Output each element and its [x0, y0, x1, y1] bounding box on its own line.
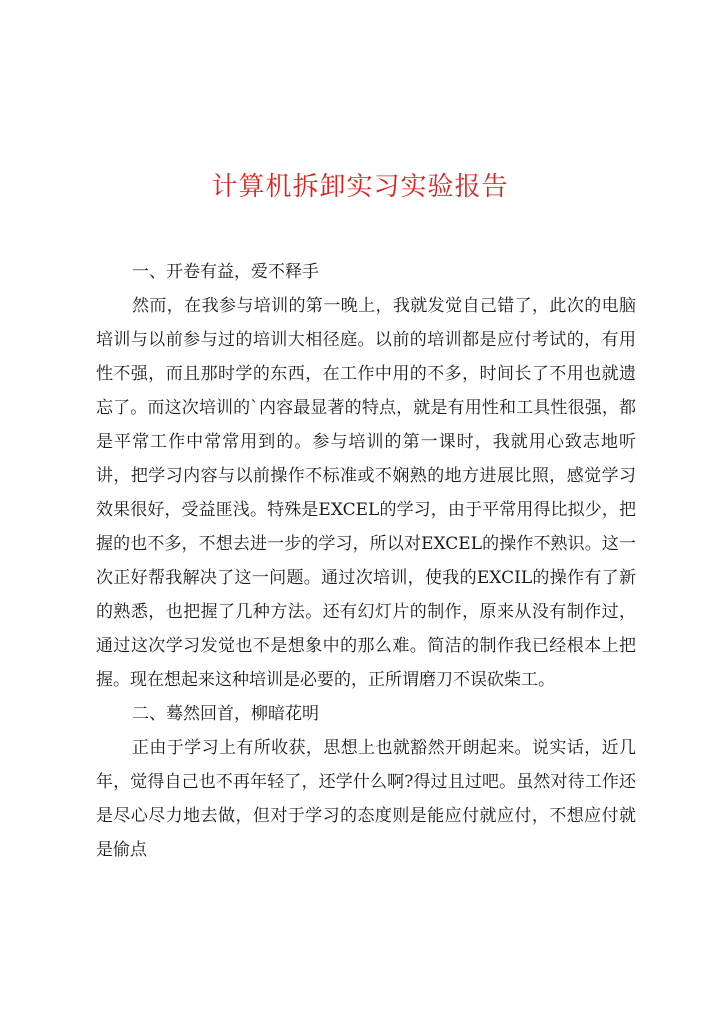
document-title: 计算机拆卸实习实验报告 [211, 172, 509, 203]
document-body [96, 255, 636, 867]
section-heading-2: 二、蓦然回首，柳暗花明 [132, 704, 319, 724]
section-paragraph-1: 然而，在我参与培训的第一晚上，我就发觉自己错了，此次的电脑培训与以前参与过的培训大相径庭。以前的培训都是应付考试的，有用性不强，而且那时学的东西，在工作中用的不多，时间长了不用也就遗忘了。而这次培训的`内容最显著的特点，就是有用性和工具性很强，都是平常工作中常常用到的。参与培训的第一课时，我就用心致志地听讲，把学习内容与以前操作不标准或不娴熟的地方进展比照，感觉学习效果很好，受益匪浅。特殊是EXCEL的学习，由于平常用得比拟少，把握的也不多，不想去进一步的学习，所以对EXCEL的操作不熟识。这一次正好帮我解决了这一问题。通过次培训，使我的EXCIL的操作有了新的熟悉，也把握了几种方法。还有幻灯片的制作，原来从没有制作过，通过这次学习发觉也不是想象中的那么难。简洁的制作我已经根本上把握。现在想起来这种培训是必要的，正所谓磨刀不误砍柴工。 [96, 296, 636, 690]
section-heading-1: 一、开卷有益，爱不释手 [132, 262, 319, 282]
section-paragraph-2: 正由于学习上有所收获，思想上也就豁然开朗起来。说实话，近几年，觉得自己也不再年轻了，还学什么啊?得过且过吧。虽然对待工作还是尽心尽力地去做，但对于学习的态度则是能应付就应付，不想应付就是偷点 [96, 738, 636, 860]
